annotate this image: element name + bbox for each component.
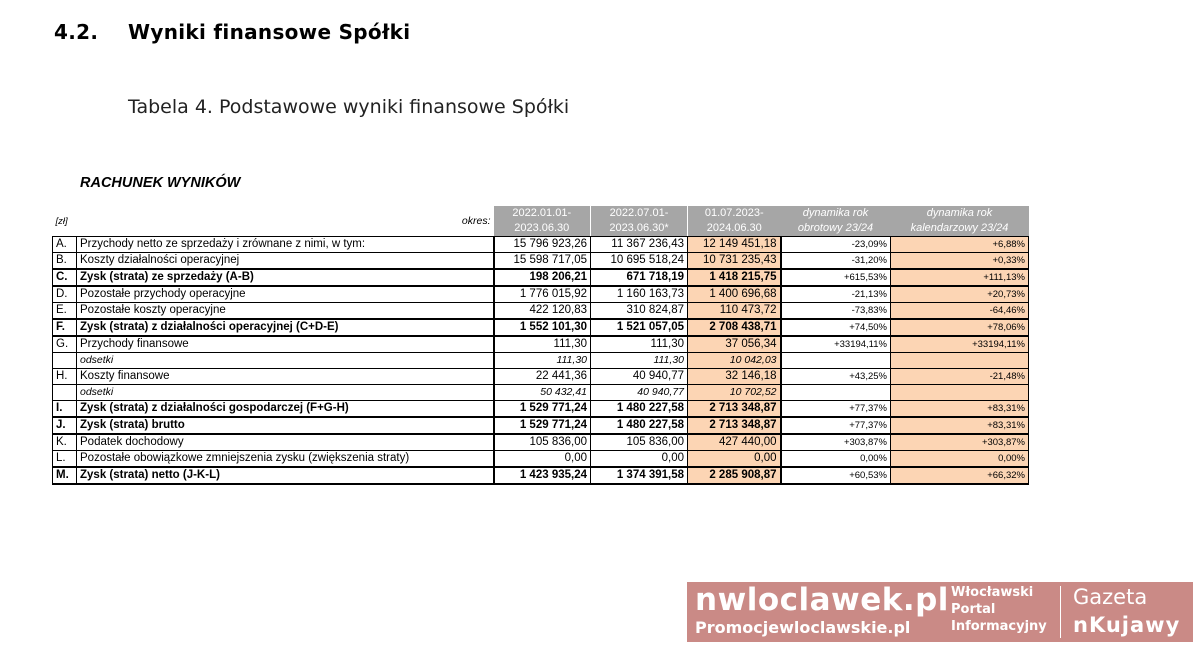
value-2022-2023: 1 423 935,24 [494, 467, 591, 484]
value-2023-2024: 427 440,00 [688, 434, 781, 451]
table-row [53, 401, 1029, 418]
dynamics-fiscal: +77,37% [781, 417, 891, 434]
value-2022-2023: 50 432,41 [494, 385, 591, 401]
value-2023-2024: 10 702,52 [688, 385, 781, 401]
section-title: Wyniki finansowe Spółki [128, 20, 411, 44]
row-label: Koszty finansowe [77, 369, 494, 385]
dynamics-fiscal: -23,09% [781, 237, 891, 253]
row-code: G. [53, 336, 77, 353]
financial-results-table [52, 206, 1029, 485]
nkujawy-logo[interactable]: nKujawy [1073, 613, 1181, 637]
value-2023-2024: 1 400 696,68 [688, 286, 781, 303]
value-2022-2023: 1 529 771,24 [494, 401, 591, 418]
value-2022-2023-adj: 310 824,87 [591, 303, 688, 320]
dynamics-calendar: +83,31% [891, 401, 1029, 418]
row-label: odsetki [77, 353, 494, 369]
value-2022-2023: 111,30 [494, 353, 591, 369]
dynamics-fiscal: -21,13% [781, 286, 891, 303]
row-label: Pozostałe przychody operacyjne [77, 286, 494, 303]
column-header: 01.07.2023- 2024.06.30 [688, 206, 781, 237]
table-row [53, 269, 1029, 286]
site-logo[interactable]: nwloclawek.pl [695, 582, 949, 618]
table-row [53, 237, 1029, 253]
value-2022-2023-adj: 105 836,00 [591, 434, 688, 451]
row-label: Zysk (strata) z działalności gospodarczej (F+G-H) [77, 401, 494, 418]
dynamics-fiscal: +74,50% [781, 319, 891, 336]
value-2023-2024: 2 713 348,87 [688, 401, 781, 418]
banner-divider [1060, 586, 1061, 638]
gazeta-label: Gazeta [1073, 585, 1148, 609]
value-2023-2024: 2 708 438,71 [688, 319, 781, 336]
table-row [53, 286, 1029, 303]
dynamics-calendar [891, 353, 1029, 369]
value-2023-2024: 10 731 235,43 [688, 253, 781, 270]
dynamics-calendar: +6,88% [891, 237, 1029, 253]
dynamics-calendar: -64,46% [891, 303, 1029, 320]
dynamics-fiscal: +303,87% [781, 434, 891, 451]
dynamics-calendar: +78,06% [891, 319, 1029, 336]
table-row [53, 253, 1029, 270]
value-2022-2023-adj: 111,30 [591, 353, 688, 369]
row-label: Podatek dochodowy [77, 434, 494, 451]
table-caption: Tabela 4. Podstawowe wyniki finansowe Spółki [128, 96, 570, 118]
value-2023-2024: 10 042,03 [688, 353, 781, 369]
value-2022-2023: 1 776 015,92 [494, 286, 591, 303]
row-label: odsetki [77, 385, 494, 401]
dynamics-calendar: +0,33% [891, 253, 1029, 270]
dynamics-calendar: +83,31% [891, 417, 1029, 434]
value-2023-2024: 12 149 451,18 [688, 237, 781, 253]
table-row [53, 303, 1029, 320]
value-2023-2024: 2 713 348,87 [688, 417, 781, 434]
row-label: Przychody netto ze sprzedaży i zrównane z nimi, w tym: [77, 237, 494, 253]
value-2023-2024: 32 146,18 [688, 369, 781, 385]
dynamics-calendar: +20,73% [891, 286, 1029, 303]
dynamics-fiscal: +60,53% [781, 467, 891, 484]
value-2023-2024: 110 473,72 [688, 303, 781, 320]
dynamics-fiscal: +43,25% [781, 369, 891, 385]
unit-label: [zł] [55, 215, 68, 227]
dynamics-fiscal: +77,37% [781, 401, 891, 418]
table-row [53, 451, 1029, 468]
row-label: Przychody finansowe [77, 336, 494, 353]
income-statement-label: RACHUNEK WYNIKÓW [80, 175, 241, 191]
value-2022-2023: 422 120,83 [494, 303, 591, 320]
dynamics-calendar: +111,13% [891, 269, 1029, 286]
row-code [53, 385, 77, 401]
dynamics-fiscal: +33194,11% [781, 336, 891, 353]
section-number: 4.2. [54, 20, 99, 44]
table-row [53, 385, 1029, 401]
column-header: dynamika rok kalendarzowy 23/24 [891, 206, 1029, 237]
row-code: H. [53, 369, 77, 385]
row-label: Zysk (strata) brutto [77, 417, 494, 434]
dynamics-calendar: 0,00% [891, 451, 1029, 468]
value-2022-2023-adj: 1 374 391,58 [591, 467, 688, 484]
row-code: K. [53, 434, 77, 451]
table-row [53, 336, 1029, 353]
table-row [53, 467, 1029, 484]
value-2022-2023: 105 836,00 [494, 434, 591, 451]
dynamics-calendar: +66,32% [891, 467, 1029, 484]
column-header: 2022.07.01- 2023.06.30* [591, 206, 688, 237]
row-label: Zysk (strata) netto (J-K-L) [77, 467, 494, 484]
dynamics-fiscal [781, 385, 891, 401]
portal-tagline: Włocławski Portal Informacyjny [951, 585, 1047, 634]
dynamics-calendar: -21,48% [891, 369, 1029, 385]
dynamics-calendar [891, 385, 1029, 401]
table-row [53, 434, 1029, 451]
dynamics-calendar: +303,87% [891, 434, 1029, 451]
value-2023-2024: 1 418 215,75 [688, 269, 781, 286]
row-code [53, 353, 77, 369]
row-code: F. [53, 319, 77, 336]
row-code: M. [53, 467, 77, 484]
column-header: dynamika rok obrotowy 23/24 [781, 206, 891, 237]
table-header-row [53, 206, 1029, 237]
value-2022-2023-adj: 0,00 [591, 451, 688, 468]
row-label: Pozostałe obowiązkowe zmniejszenia zysku (zwiększenia straty) [77, 451, 494, 468]
value-2022-2023-adj: 1 480 227,58 [591, 401, 688, 418]
value-2022-2023-adj: 40 940,77 [591, 369, 688, 385]
row-code: J. [53, 417, 77, 434]
section-heading [54, 20, 410, 44]
value-2023-2024: 2 285 908,87 [688, 467, 781, 484]
dynamics-calendar: +33194,11% [891, 336, 1029, 353]
portal-banner[interactable] [687, 582, 1193, 642]
table-row [53, 417, 1029, 434]
row-label: Zysk (strata) ze sprzedaży (A-B) [77, 269, 494, 286]
promo-link[interactable]: Promocjewloclawskie.pl [695, 618, 911, 637]
value-2022-2023-adj: 1 160 163,73 [591, 286, 688, 303]
value-2022-2023-adj: 11 367 236,43 [591, 237, 688, 253]
value-2022-2023: 22 441,36 [494, 369, 591, 385]
row-label: Zysk (strata) z działalności operacyjnej (C+D-E) [77, 319, 494, 336]
dynamics-fiscal: 0,00% [781, 451, 891, 468]
row-code: A. [53, 237, 77, 253]
row-label: Koszty działalności operacyjnej [77, 253, 494, 270]
table-row [53, 369, 1029, 385]
row-code: B. [53, 253, 77, 270]
value-2022-2023-adj: 1 480 227,58 [591, 417, 688, 434]
value-2022-2023-adj: 10 695 518,24 [591, 253, 688, 270]
value-2022-2023: 1 552 101,30 [494, 319, 591, 336]
value-2022-2023: 15 598 717,05 [494, 253, 591, 270]
dynamics-fiscal: -31,20% [781, 253, 891, 270]
dynamics-fiscal: +615,53% [781, 269, 891, 286]
value-2022-2023-adj: 40 940,77 [591, 385, 688, 401]
dynamics-fiscal: -73,83% [781, 303, 891, 320]
period-label: okres: [461, 214, 491, 227]
column-header: 2022.01.01- 2023.06.30 [494, 206, 591, 237]
row-label: Pozostałe koszty operacyjne [77, 303, 494, 320]
value-2022-2023-adj: 1 521 057,05 [591, 319, 688, 336]
value-2023-2024: 0,00 [688, 451, 781, 468]
row-code: E. [53, 303, 77, 320]
value-2022-2023: 15 796 923,26 [494, 237, 591, 253]
value-2022-2023-adj: 671 718,19 [591, 269, 688, 286]
table-row [53, 353, 1029, 369]
dynamics-fiscal [781, 353, 891, 369]
row-code: I. [53, 401, 77, 418]
value-2022-2023: 0,00 [494, 451, 591, 468]
row-code: C. [53, 269, 77, 286]
row-code: L. [53, 451, 77, 468]
value-2022-2023-adj: 111,30 [591, 336, 688, 353]
value-2022-2023: 111,30 [494, 336, 591, 353]
value-2022-2023: 198 206,21 [494, 269, 591, 286]
value-2023-2024: 37 056,34 [688, 336, 781, 353]
row-code: D. [53, 286, 77, 303]
value-2022-2023: 1 529 771,24 [494, 417, 591, 434]
table-row [53, 319, 1029, 336]
